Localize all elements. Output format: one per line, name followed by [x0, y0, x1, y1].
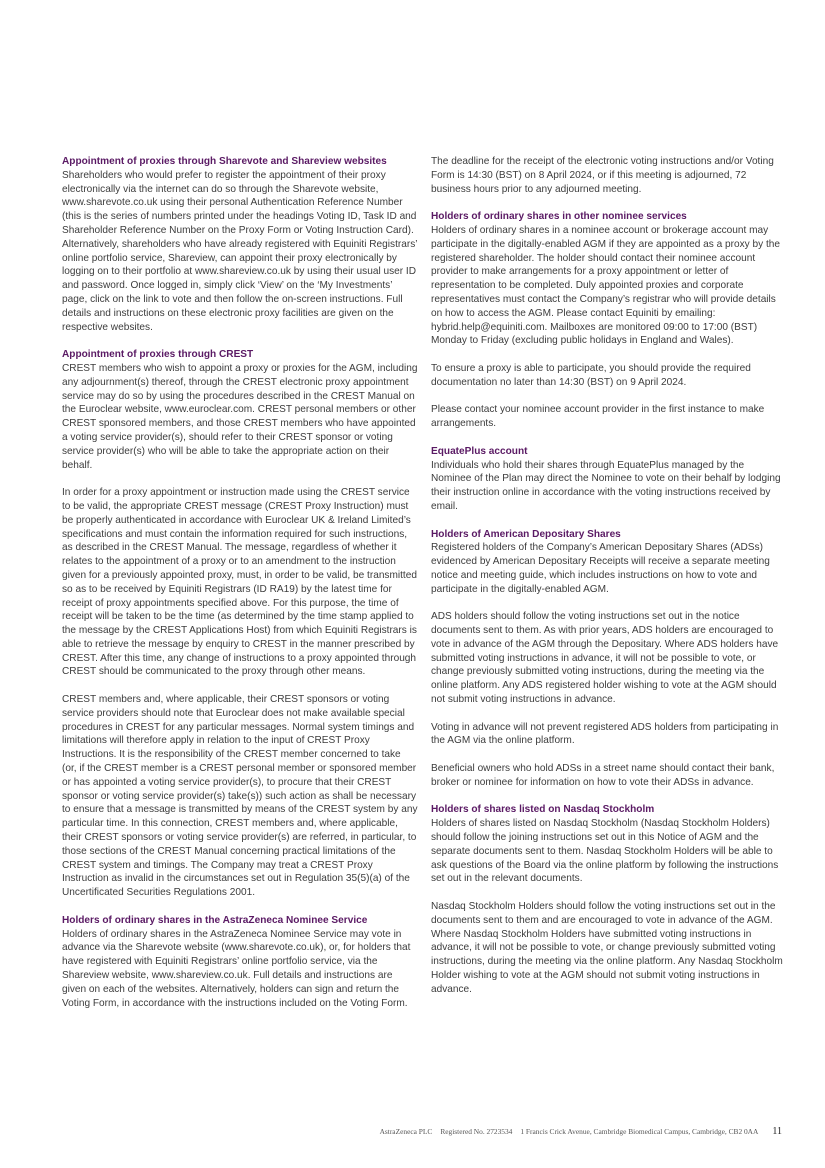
page-footer	[372, 1126, 782, 1137]
footer-address: 1 Francis Crick Avenue, Cambridge Biomedical Campus, Cambridge, CB2 0AA	[520, 1127, 759, 1136]
section	[62, 348, 418, 900]
left-column	[62, 155, 418, 1024]
body-paragraph: CREST members and, where applicable, their CREST sponsors or voting service providers should note that Euroclear does not make available special procedures in CREST for any particular messages. Normal system timings and limitations will therefore apply in relation to the input of CREST Proxy Instructions. It is the responsibility of the CREST member concerned to take (or, if the CREST member is a CREST personal member or sponsored member or has appointed a voting service provider(s), to procure that their CREST sponsor or voting service provider(s) take(s)) such action as shall be necessary to ensure that a message is transmitted by means of the CREST system by any particular time. In this connection, CREST members and, where applicable, their CREST sponsors or voting service provider(s) are referred, in particular, to those sections of the CREST Manual concerning practical limitations of the CREST system and timings. The Company may treat a CREST Proxy Instruction as invalid in the circumstances set out in Regulation 35(5)(a) of the Uncertificated Securities Regulations 2001.	[62, 694, 418, 899]
body-paragraph: In order for a proxy appointment or instruction made using the CREST service to be valid, the appropriate CREST message (CREST Proxy Instruction) must be properly authenticated in accordance with Euroclear UK & Ireland Limited’s specifications and must contain the information required for such instructions, as described in the CREST Manual. The message, regardless of whether it relates to the appointment of a proxy or to an amendment to the instruction given for a previously appointed proxy, must, in order to be valid, be transmitted so as to be received by Equiniti Registrars (ID RA19) by the latest time for receipt of proxy appointments specified above. For this purpose, the time of receipt will be taken to be the time (as determined by the time stamp applied to the message by the CREST Applications Host) from which Equiniti Registrars is able to retrieve the message by enquiry to CREST in the manner prescribed by CREST. After this time, any change of instructions to a proxy appointed through CREST should be communicated to the proxy through other means.	[62, 487, 417, 678]
right-column	[431, 155, 787, 1010]
body-paragraph: The deadline for the receipt of the electronic voting instructions and/or Voting Form is 14:30 (BST) on 8 April 2024, or if this meeting is adjourned, 72 business hours prior to any adjourned meeting.	[431, 156, 774, 195]
section	[431, 528, 787, 790]
section	[62, 914, 418, 1011]
body-paragraph: To ensure a proxy is able to participate, you should provide the required documentation no later than 14:30 (BST) on 9 April 2024.	[431, 362, 751, 388]
footer-registration: Registered No. 2723534	[440, 1127, 513, 1136]
body-paragraph: Please contact your nominee account provider in the first instance to make arrangements.	[431, 404, 765, 430]
body-paragraph: Shareholders who would prefer to register the appointment of their proxy electronically via the internet can do so through the Sharevote website, www.sharevote.co.uk using their personal Authentication Reference Number (this is the series of numbers printed under the headings Voting ID, Task ID and Shareholder Reference Number on the Proxy Form or Voting Instruction Card). Alternatively, shareholders who have already registered with Equiniti Registrars’ online portfolio service, Shareview, can appoint their proxy electronically by logging on to their portfolio at www.shareview.co.uk by using their usual user ID and password. Once logged in, simply click ‘View’ on the ‘My Investments’ page, click on the link to vote and then follow the on-screen instructions. Full details and instructions on these electronic proxy facilities are given on the respective websites.	[62, 169, 418, 333]
section-heading: Holders of shares listed on Nasdaq Stockholm	[431, 804, 655, 816]
footer-company: AstraZeneca PLC	[379, 1127, 433, 1136]
section	[431, 803, 787, 996]
section-heading: Holders of American Depositary Shares	[431, 528, 621, 540]
section-heading: EquatePlus account	[431, 445, 528, 457]
body-paragraph: Voting in advance will not prevent registered ADS holders from participating in the AGM via the online platform.	[431, 721, 779, 747]
section	[431, 210, 787, 431]
body-paragraph: ADS holders should follow the voting instructions set out in the notice documents sent to them. As with prior years, ADS holders are encouraged to vote in advance of the AGM through the Depositary. Where ADS holders have submitted voting instructions in advance, it will not be possible to vote, or change previously submitted voting instructions, during the meeting via the online platform. Any ADS registered holder wishing to vote at the AGM should not submit voting instructions in advance.	[431, 611, 779, 706]
page-number: 11	[772, 1126, 782, 1137]
section	[431, 155, 787, 196]
body-paragraph: Registered holders of the Company’s American Depositary Shares (ADSs) evidenced by American Depositary Receipts will receive a separate meeting notice and meeting guide, which includes instructions on how to vote and participate in the digitally-enabled AGM.	[431, 542, 770, 595]
body-paragraph: Holders of shares listed on Nasdaq Stockholm (Nasdaq Stockholm Holders) should follow the joining instructions set out in this Notice of AGM and the separate documents sent to them. Nasdaq Stockholm Holders will be able to ask questions of the Board via the online platform by following the instructions set out in the relevant documents.	[431, 818, 779, 885]
section-heading: Appointment of proxies through Sharevote and Shareview websites	[62, 156, 387, 167]
body-paragraph: Holders of ordinary shares in the AstraZeneca Nominee Service may vote in advance via the Sharevote website (www.sharevote.co.uk), or, for holders that have registered with Equiniti Registrars’ online portfolio service, via the Shareview website, www.shareview.co.uk. Full details and instructions are given on each of the websites. Alternatively, holders can sign and return the Voting Form, in accordance with the instructions included on the Voting Form.	[62, 928, 411, 1009]
section	[431, 445, 787, 514]
section-heading: Appointment of proxies through CREST	[62, 349, 254, 361]
body-paragraph: Beneficial owners who hold ADSs in a street name should contact their bank, broker or nominee for information on how to vote their ADSs in advance.	[431, 763, 775, 788]
section-heading: Holders of ordinary shares in other nominee services	[431, 211, 687, 223]
body-paragraph: Holders of ordinary shares in a nominee account or brokerage account may participate in the digitally-enabled AGM if they are appointed as a proxy by the registered shareholder. The holder should contact their nominee account provider to make arrangements for a proxy appointment or letter of representation to be completed. Duly appointed proxies and corporate representatives must contact the Company’s registrar who will provide details on how to access the AGM. Please contact Equiniti by emailing: hybrid.help@equiniti.com. Mailboxes are monitored 09:00 to 17:00 (BST) Monday to Friday (excluding public holidays in England and Wales).	[431, 224, 781, 347]
section-heading: Holders of ordinary shares in the AstraZeneca Nominee Service	[62, 914, 368, 926]
section	[62, 155, 418, 334]
body-paragraph: Individuals who hold their shares through EquatePlus managed by the Nominee of the Plan may direct the Nominee to vote on their behalf by lodging their instruction online in accordance with the voting instructions received by email.	[431, 459, 781, 512]
body-paragraph: Nasdaq Stockholm Holders should follow the voting instructions set out in the documents sent to them and are encouraged to vote in advance of the AGM. Where Nasdaq Stockholm Holders have submitted voting instructions in advance, it will not be possible to vote, or change previously submitted voting instructions, during the meeting via the online platform. Any Nasdaq Stockholm Holder wishing to vote at the AGM should not submit voting instructions in advance.	[431, 901, 783, 995]
body-paragraph: CREST members who wish to appoint a proxy or proxies for the AGM, including any adjournment(s) thereof, through the CREST electronic proxy appointment service may do so by using the procedures described in the CREST Manual on the Euroclear website, www.euroclear.com. CREST personal members or other CREST sponsored members, and those CREST members who have appointed a voting service provider(s), should refer to their CREST sponsor or voting service provider(s) who will be able to take the appropriate action on their behalf.	[62, 362, 418, 471]
